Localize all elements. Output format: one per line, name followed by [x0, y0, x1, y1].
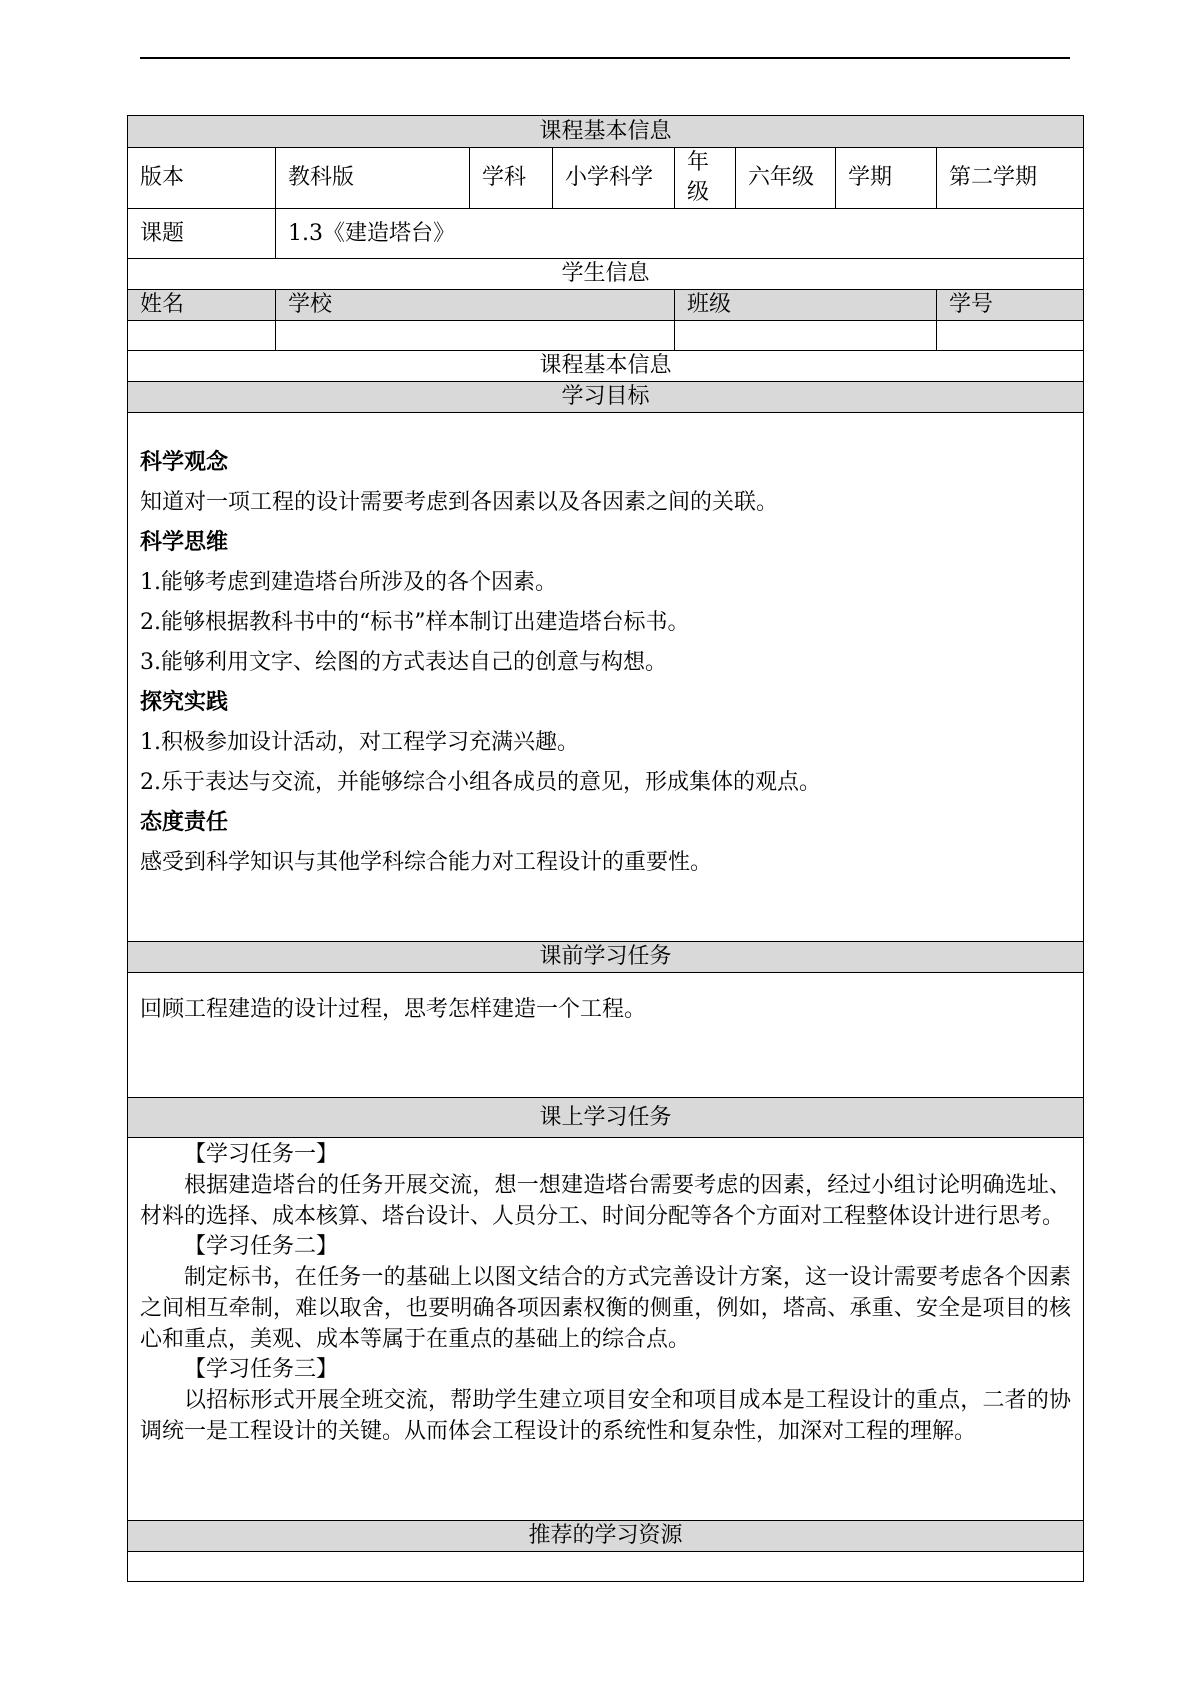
objective-item: 2.能够根据教科书中的“标书”样本制订出建造塔台标书。	[140, 610, 690, 635]
objective-item: 1.积极参加设计活动，对工程学习充满兴趣。	[140, 730, 579, 755]
topic-label: 课题	[128, 209, 276, 259]
in-class-header: 课上学习任务	[128, 1098, 1084, 1138]
version-label: 版本	[128, 148, 276, 209]
objective-heading: 探究实践	[140, 690, 229, 715]
objective-item: 1.能够考虑到建造塔台所涉及的各个因素。	[140, 570, 557, 595]
task-body: 以招标形式开展全班交流，帮助学生建立项目安全和项目成本是工程设计的重点，二者的协调统一是工程设计的关键。从而体会工程设计的系统性和复杂性，加深对工程的理解。	[140, 1388, 1072, 1444]
student-info-header: 学生信息	[128, 259, 1084, 290]
objective-heading: 科学观念	[140, 450, 229, 475]
pre-class-header: 课前学习任务	[128, 942, 1084, 973]
task-body: 根据建造塔台的任务开展交流，想一想建造塔台需要考虑的因素，经过小组讨论明确选址、材料的选择、成本核算、塔台设计、人员分工、时间分配等各个方面对工程整体设计进行思考。	[140, 1173, 1072, 1229]
course-info-header: 课程基本信息	[128, 116, 1084, 148]
name-label: 姓名	[128, 290, 276, 321]
task-title: 【学习任务一】	[184, 1142, 339, 1167]
student-id-field[interactable]	[937, 321, 1084, 351]
objective-heading: 科学思维	[140, 530, 229, 555]
term-label: 学期	[836, 148, 937, 209]
basic-info-header: 课程基本信息	[128, 351, 1084, 382]
topic-value: 1.3《建造塔台》	[276, 209, 1084, 259]
objective-item: 感受到科学知识与其他学科综合能力对工程设计的重要性。	[140, 850, 713, 875]
student-id-label: 学号	[937, 290, 1084, 321]
version-value: 教科版	[276, 148, 470, 209]
objective-item: 3.能够利用文字、绘图的方式表达自己的创意与构想。	[140, 650, 667, 675]
header-rule	[140, 57, 1070, 59]
lesson-sheet-table	[127, 115, 1084, 1582]
class-label: 班级	[675, 290, 937, 321]
objective-heading: 态度责任	[140, 810, 229, 835]
task-title: 【学习任务三】	[184, 1357, 339, 1382]
objective-group-thinking	[140, 523, 1071, 683]
grade-label: 年级	[675, 148, 736, 209]
resources-content	[128, 1552, 1084, 1582]
school-label: 学校	[276, 290, 675, 321]
objectives-header: 学习目标	[128, 382, 1084, 413]
task-title: 【学习任务二】	[184, 1234, 339, 1259]
objective-group-concept	[140, 443, 1071, 523]
objective-item: 2.乐于表达与交流，并能够综合小组各成员的意见，形成集体的观点。	[140, 770, 821, 795]
subject-value: 小学科学	[553, 148, 675, 209]
school-field[interactable]	[276, 321, 675, 351]
class-field[interactable]	[675, 321, 937, 351]
pre-class-content: 回顾工程建造的设计过程，思考怎样建造一个工程。	[128, 973, 1084, 1098]
objective-item: 知道对一项工程的设计需要考虑到各因素以及各因素之间的关联。	[140, 490, 779, 515]
name-field[interactable]	[128, 321, 276, 351]
objective-group-practice	[140, 683, 1071, 803]
in-class-content	[128, 1138, 1084, 1521]
objective-group-attitude	[140, 803, 1071, 883]
objectives-content	[128, 413, 1084, 942]
resources-header: 推荐的学习资源	[128, 1521, 1084, 1552]
grade-value: 六年级	[736, 148, 836, 209]
term-value: 第二学期	[937, 148, 1084, 209]
task-body: 制定标书，在任务一的基础上以图文结合的方式完善设计方案，这一设计需要考虑各个因素之间相互牵制，难以取舍，也要明确各项因素权衡的侧重，例如，塔高、承重、安全是项目的核心和重点，美观、成本等属于在重点的基础上的综合点。	[140, 1265, 1072, 1352]
subject-label: 学科	[470, 148, 553, 209]
